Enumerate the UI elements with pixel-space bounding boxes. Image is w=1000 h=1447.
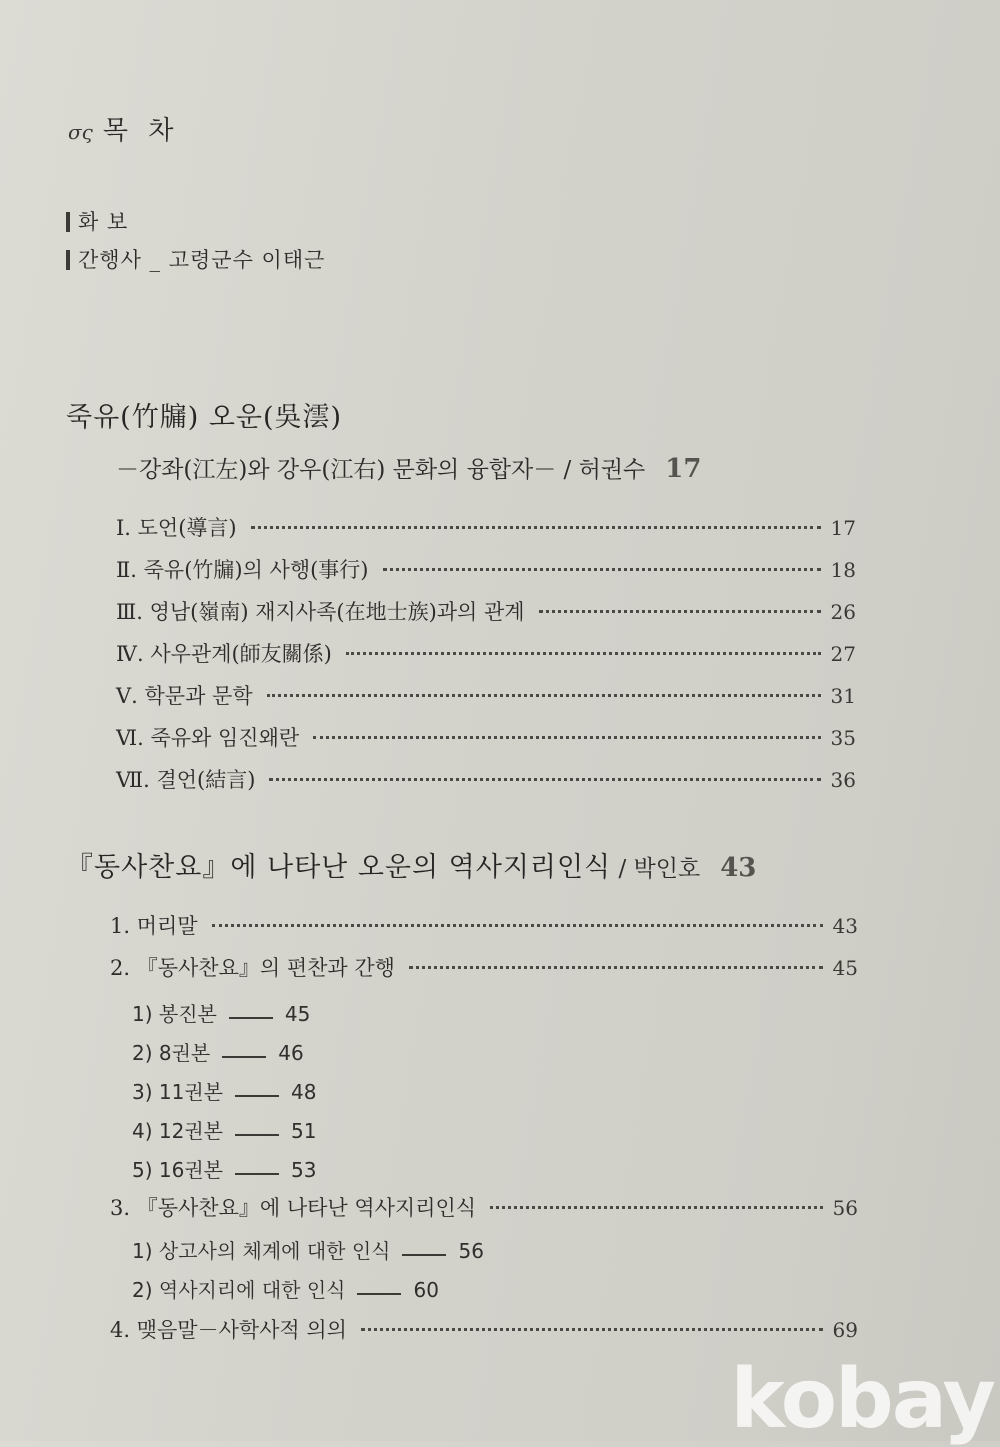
leader-dots <box>267 694 821 697</box>
toc-entry <box>116 554 856 584</box>
article-2-title: 『동사찬요』에 나타난 오운의 역사지리인식 <box>66 852 612 883</box>
blank-line <box>235 1095 279 1097</box>
subentry-page: 53 <box>290 1158 317 1182</box>
prelim-label: 간행사 _ 고령군수 이태근 <box>78 248 326 272</box>
ornament-icon: σς <box>68 120 93 144</box>
toc-entry <box>110 952 858 982</box>
toc-title: 목 차 <box>102 116 180 146</box>
subentry-label: 2) 8권본 <box>132 1041 211 1065</box>
entry-label: 3. 『동사찬요』에 나타난 역사지리인식 <box>110 1196 477 1220</box>
kobay-watermark-logo: kobay <box>730 1352 994 1447</box>
prelim-item-foreword <box>66 244 325 274</box>
entry-label: Ⅴ. 학문과 문학 <box>116 684 253 708</box>
leader-dots <box>361 1328 823 1331</box>
subentry-page: 56 <box>458 1239 484 1263</box>
entry-label: Ⅳ. 사우관계(師友關係) <box>116 642 332 666</box>
subentry-label: 4) 12권본 <box>132 1119 223 1143</box>
entry-page: 56 <box>832 1196 858 1220</box>
subentry-page: 48 <box>290 1080 317 1104</box>
subentry-page: 46 <box>278 1041 304 1065</box>
blank-line <box>402 1254 446 1256</box>
entry-page: 35 <box>830 726 856 750</box>
subentry-page: 51 <box>290 1119 317 1143</box>
entry-page: 26 <box>830 600 856 624</box>
toc-subentry <box>132 1037 304 1066</box>
article-1-subtitle-line <box>116 451 701 484</box>
blank-line <box>235 1173 279 1175</box>
blank-line <box>229 1017 273 1019</box>
entry-label: 1. 머리말 <box>110 914 198 938</box>
blank-line <box>235 1134 279 1136</box>
toc-entry <box>110 910 858 940</box>
subentry-page: 45 <box>284 1002 311 1026</box>
entry-label: Ⅱ. 죽유(竹牖)의 사행(事行) <box>116 558 369 582</box>
leader-dots <box>490 1206 822 1209</box>
toc-subentry <box>132 1235 484 1264</box>
toc-entry <box>116 680 856 710</box>
toc-entry <box>116 596 856 626</box>
bullet-bar-icon <box>66 250 70 270</box>
article-2-author: / 박인호 <box>611 856 701 882</box>
toc-entry <box>116 722 856 752</box>
toc-entry <box>116 638 856 668</box>
leader-dots <box>251 526 821 529</box>
leader-dots <box>212 924 823 927</box>
toc-heading <box>68 110 179 147</box>
toc-subentry <box>132 1076 316 1105</box>
entry-page: 69 <box>832 1318 858 1342</box>
toc-entry <box>110 1192 858 1222</box>
leader-dots <box>383 568 821 571</box>
leader-dots <box>409 966 823 969</box>
leader-dots <box>346 652 821 655</box>
article-2-heading <box>66 845 756 884</box>
entry-label: Ⅶ. 결언(結言) <box>116 768 256 792</box>
entry-label: Ⅲ. 영남(嶺南) 재지사족(在地士族)과의 관계 <box>116 600 525 624</box>
blank-line <box>357 1293 401 1295</box>
entry-label: 4. 맺음말－사학사적 의의 <box>110 1318 347 1342</box>
toc-entry <box>116 512 856 542</box>
article-1-subtitle: －강좌(江左)와 강우(江右) 문화의 융합자－ / 허권수 <box>116 457 646 483</box>
subentry-label: 1) 상고사의 체계에 대한 인식 <box>132 1239 391 1263</box>
article-1-page: 17 <box>665 454 702 484</box>
entry-label: Ⅵ. 죽유와 임진왜란 <box>116 726 300 750</box>
subentry-page: 60 <box>413 1278 439 1302</box>
prelim-item-hwabo <box>66 206 128 236</box>
subentry-label: 3) 11권본 <box>132 1080 223 1104</box>
entry-page: 43 <box>832 914 858 938</box>
toc-subentry <box>132 998 310 1027</box>
subentry-label: 5) 16권본 <box>132 1158 223 1182</box>
toc-entry <box>110 1314 858 1344</box>
entry-label: Ⅰ. 도언(導言) <box>116 516 237 540</box>
subentry-label: 2) 역사지리에 대한 인식 <box>132 1278 346 1302</box>
blank-line <box>222 1056 266 1058</box>
entry-page: 27 <box>830 642 856 666</box>
entry-page: 36 <box>830 768 856 792</box>
article-2-page: 43 <box>720 853 757 883</box>
leader-dots <box>539 610 821 613</box>
entry-page: 31 <box>830 684 856 708</box>
entry-label: 2. 『동사찬요』의 편찬과 간행 <box>110 956 395 980</box>
toc-entry <box>116 764 856 794</box>
toc-subentry <box>132 1154 316 1183</box>
entry-page: 17 <box>830 516 856 540</box>
entry-page: 18 <box>830 558 856 582</box>
leader-dots <box>269 778 820 781</box>
bullet-bar-icon <box>66 212 70 232</box>
article-1-title: 죽유(竹牖) 오운(吳澐) <box>66 402 343 433</box>
toc-subentry <box>132 1115 316 1144</box>
entry-page: 45 <box>832 956 858 980</box>
leader-dots <box>313 736 820 739</box>
prelim-label: 화 보 <box>78 210 129 234</box>
subentry-label: 1) 봉진본 <box>132 1002 217 1026</box>
toc-subentry <box>132 1274 439 1303</box>
